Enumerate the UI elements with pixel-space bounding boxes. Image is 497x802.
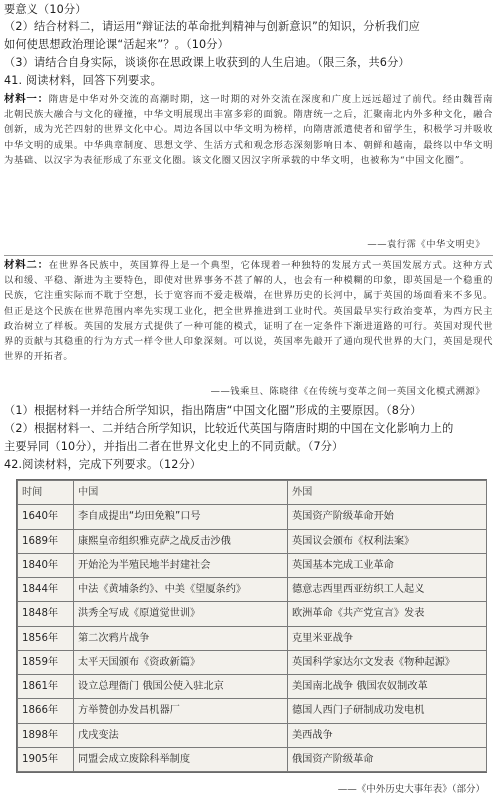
table-source: ——《中外历史大事年表》（部分） bbox=[337, 784, 485, 795]
row-foreign: 克里米亚战争 bbox=[288, 626, 487, 650]
row-china: 洪秀全写成《原道觉世训》 bbox=[74, 602, 288, 626]
table-row bbox=[18, 529, 487, 553]
row-foreign: 英国科学家达尔文发表《物种起源》 bbox=[288, 650, 487, 674]
row-china: 开始沦为半殖民地半封建社会 bbox=[74, 553, 288, 577]
divider bbox=[4, 255, 493, 256]
row-china: 方举赞创办发昌机器厂 bbox=[74, 699, 288, 723]
question-41-1: （1）根据材料一并结合所学知识，指出隋唐“中国文化圈”形成的主要原因。（8分） bbox=[4, 404, 422, 417]
row-china: 设立总理衙门 俄国公使入驻北京 bbox=[74, 675, 288, 699]
row-year: 1861年 bbox=[18, 675, 74, 699]
row-foreign: 德国人西门子研制成功发电机 bbox=[288, 699, 487, 723]
table-row bbox=[18, 626, 487, 650]
row-china: 第二次鸦片战争 bbox=[74, 626, 288, 650]
material-2 bbox=[4, 258, 493, 380]
table-row bbox=[18, 505, 487, 529]
material-2-text: 在世界各民族中，英国算得上是一个典型，它体现着一种独特的发展方式一英国发展方式。这种方式以和缓、平稳、渐进为主要特色，即使对世界事务不甚了解的人，也会有一种模糊的印象，即英国是一个稳重的民族，它注重实际而不耽于空想，长于宽容而不爱走极端，在世界历史的长河中，属于英国的场面看来不多见。但正是这个民族在世界范围内率先实现工业化，把全世界推进到工业时代。英国最早实行政治变革，为西方民主政治树立了样板。英国的发展方式提供了一种可能的模式，证明了在一定条件下渐进道路的可行。英国对现代世界的贡献与其稳重的行为方式一样令世人印象深刻。可以说，英国率先敲开了通向现代世界的大门，英国是现代世界的开拓者。 bbox=[4, 260, 493, 363]
table-row bbox=[18, 650, 487, 674]
row-year: 1840年 bbox=[18, 553, 74, 577]
table-row bbox=[18, 602, 487, 626]
history-timeline-table bbox=[16, 479, 487, 773]
row-foreign: 英国基本完成工业革命 bbox=[288, 553, 487, 577]
row-year: 1898年 bbox=[18, 723, 74, 747]
row-year: 1859年 bbox=[18, 650, 74, 674]
material-2-source: ——钱乘旦、陈晓律《在传统与变革之间一英国文化模式溯源》 bbox=[210, 386, 485, 397]
question-41-2-line-2: 主要异同（10分），并指出二者在世界文化史上的不同贡献。（7分） bbox=[4, 440, 344, 453]
row-foreign: 俄国资产阶级革命 bbox=[288, 747, 487, 771]
table-row bbox=[18, 578, 487, 602]
table-row bbox=[18, 553, 487, 577]
row-foreign: 美西战争 bbox=[288, 723, 487, 747]
row-foreign: 美国南北战争 俄国农奴制改革 bbox=[288, 675, 487, 699]
question-2-line-2: 如何使思想政治理论课“活起来”？。（10分） bbox=[4, 38, 229, 51]
row-year: 1848年 bbox=[18, 602, 74, 626]
table-header-row bbox=[18, 481, 487, 505]
row-china: 李自成提出“均田免粮”口号 bbox=[74, 505, 288, 529]
material-2-label: 材料二： bbox=[4, 259, 49, 271]
row-china: 同盟会成立废除科举制度 bbox=[74, 747, 288, 771]
row-china: 太平天国颁布《资政新篇》 bbox=[74, 650, 288, 674]
text-line: 要意义（10分） bbox=[4, 3, 87, 16]
row-year: 1866年 bbox=[18, 699, 74, 723]
material-1-text: 隋唐是中华对外交流的高潮时期，这一时期的对外交流在深度和广度上远远超过了前代。经由魏晋南北朝民族大融合与文化的碰撞，中华文明展现出丰富多彩的面貌。隋唐统一之后，汇聚南北内外多种文化，融合创新，成为光芒四射的世界文化中心。周边各国以中华文明为榜样，向隋唐派遣使者和留学生，积极学习并吸收中华文明的成果。中华典章制度、思想文学、生活方式和观念形态深刻影响日本、朝鲜和越南，最终以中华文明为基础、以汉字为表征形成了东亚文化圈。该文化圈又因汉字所承载的中华文明，也被称为“中国文化圈”。 bbox=[4, 94, 493, 166]
row-year: 1689年 bbox=[18, 529, 74, 553]
table-row bbox=[18, 723, 487, 747]
material-1-source: ——袁行霈《中华文明史》 bbox=[367, 239, 485, 250]
header-china: 中国 bbox=[74, 481, 288, 505]
material-1 bbox=[4, 92, 493, 228]
row-foreign: 德意志西里西亚纺织工人起义 bbox=[288, 578, 487, 602]
question-41-2-line-1: （2）根据材料一、二并结合所学知识，比较近代英国与隋唐时期的中国在文化影响力上的 bbox=[4, 422, 454, 435]
header-foreign: 外国 bbox=[288, 481, 487, 505]
row-china: 康熙皇帝组织雅克萨之战反击沙俄 bbox=[74, 529, 288, 553]
row-year: 1844年 bbox=[18, 578, 74, 602]
row-year: 1640年 bbox=[18, 505, 74, 529]
table-row bbox=[18, 675, 487, 699]
row-foreign: 欧洲革命《共产党宣言》发表 bbox=[288, 602, 487, 626]
row-china: 戊戌变法 bbox=[74, 723, 288, 747]
question-3: （3）请结合自身实际，谈谈你在思政课上收获到的人生启迪。（限三条，共6分） bbox=[4, 56, 410, 69]
table-row bbox=[18, 747, 487, 771]
question-42-heading: 42.阅读材料，完成下列要求。（12分） bbox=[4, 458, 202, 471]
row-year: 1856年 bbox=[18, 626, 74, 650]
question-41-heading: 41. 阅读材料，回答下列要求。 bbox=[4, 74, 162, 87]
header-time: 时间 bbox=[18, 481, 74, 505]
material-1-label: 材料一： bbox=[4, 93, 49, 105]
table-row bbox=[18, 699, 487, 723]
row-china: 中法《黄埔条约》、中美《望厦条约》 bbox=[74, 578, 288, 602]
row-foreign: 英国资产阶级革命开始 bbox=[288, 505, 487, 529]
row-foreign: 英国议会颁布《权利法案》 bbox=[288, 529, 487, 553]
question-2-line-1: （2）结合材料二，请运用“辩证法的革命批判精神与创新意识”的知识，分析我们应 bbox=[4, 20, 420, 33]
row-year: 1905年 bbox=[18, 747, 74, 771]
